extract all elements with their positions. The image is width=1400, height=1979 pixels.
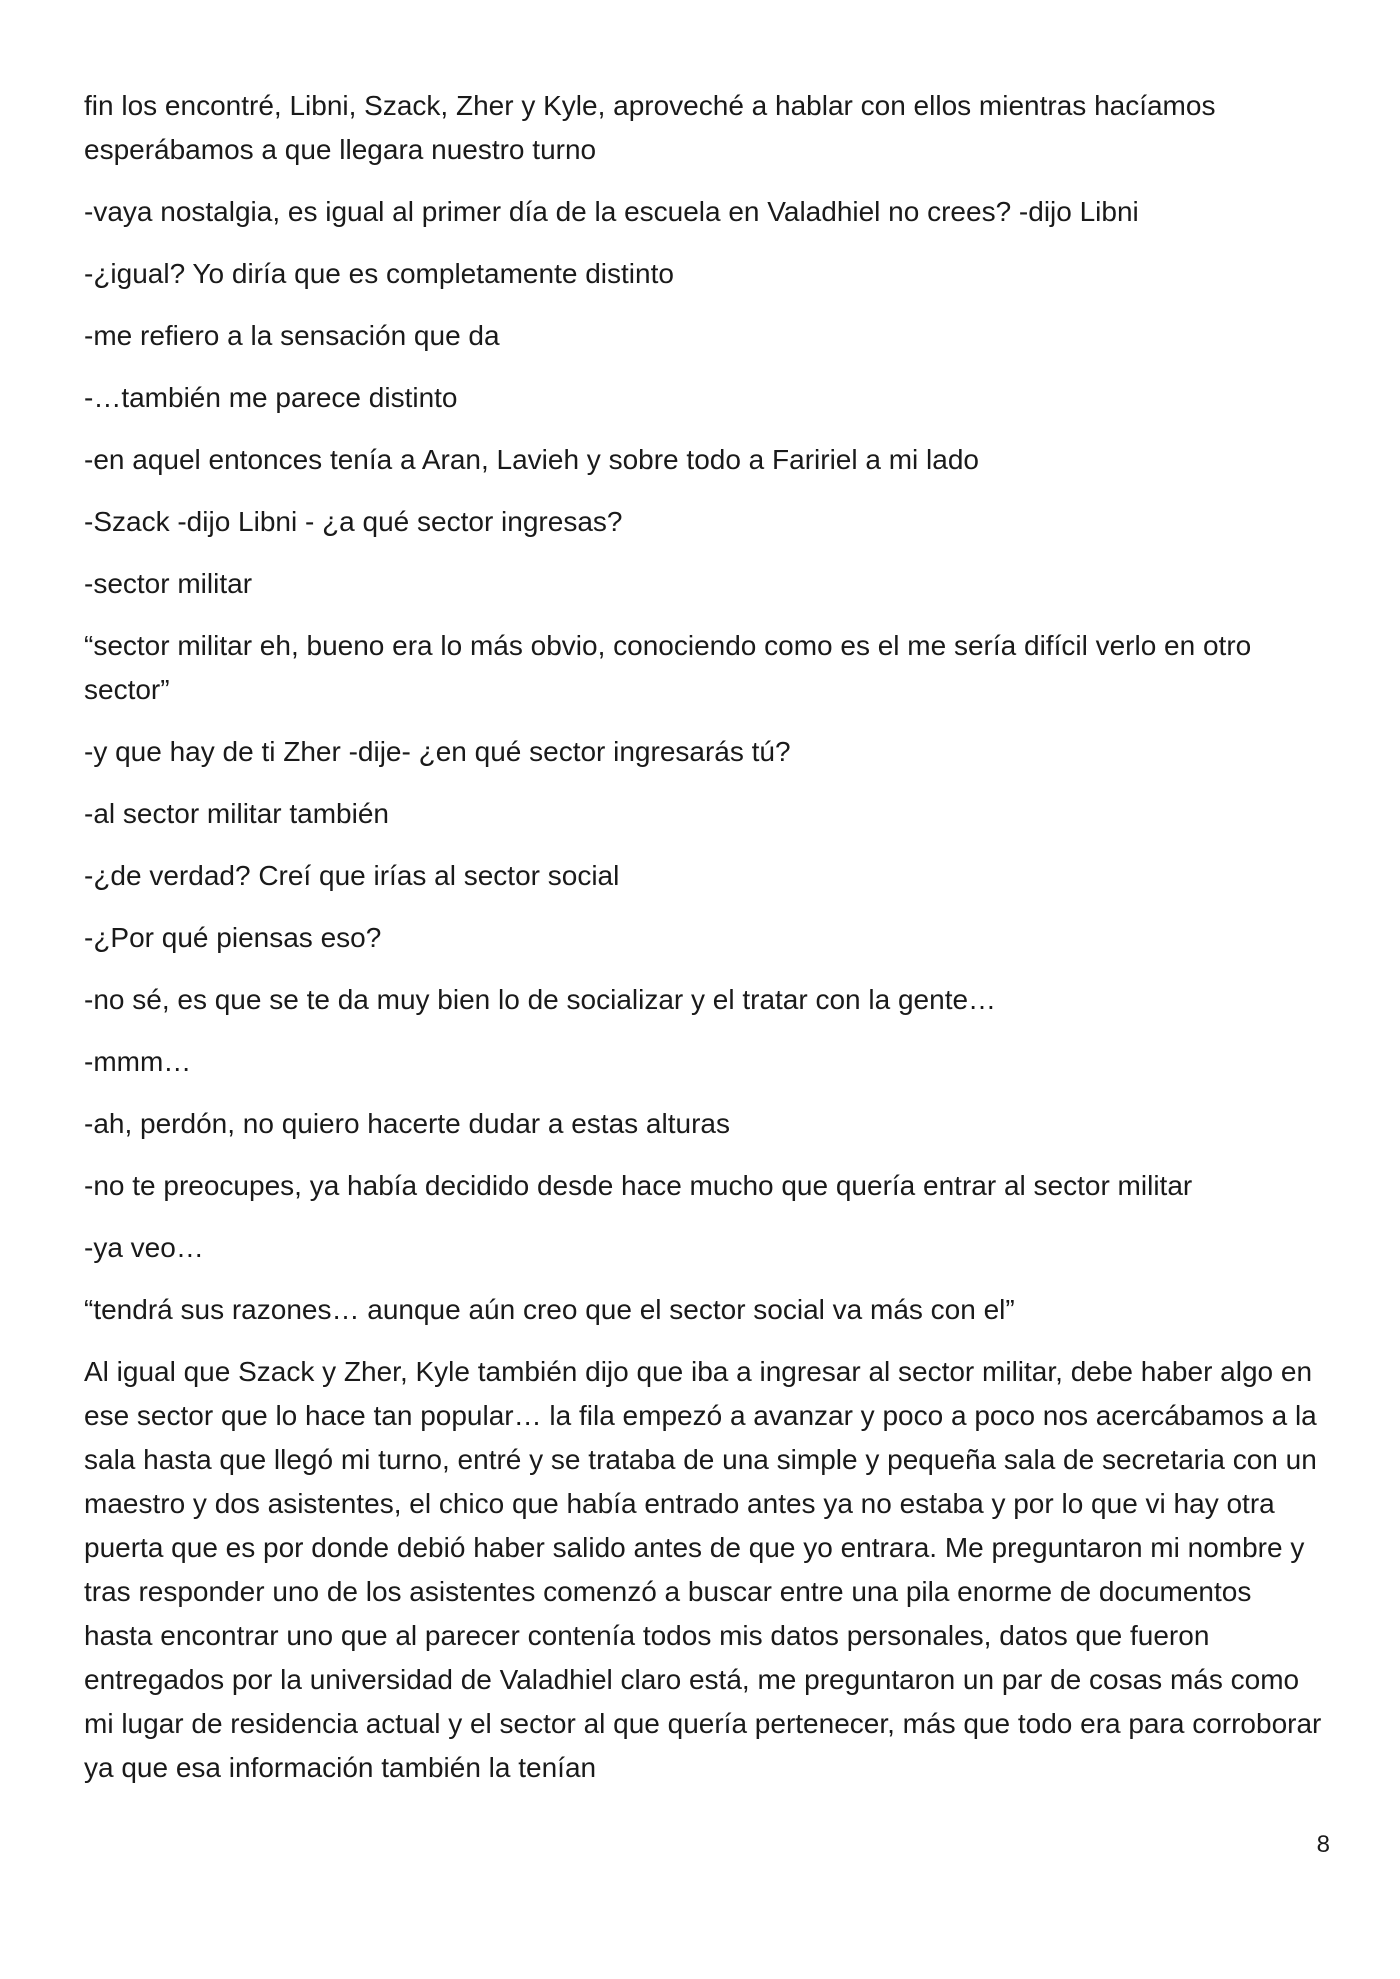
paragraph-9: “sector militar eh, bueno era lo más obvio, conociendo como es el me sería difícil verlo en otro sector” [84,630,1252,705]
paragraph-6: -en aquel entonces tenía a Aran, Lavieh y sobre todo a Faririel a mi lado [84,444,979,475]
paragraph-20: Al igual que Szack y Zher, Kyle también dijo que iba a ingresar al sector militar, debe haber algo en ese sector que lo hace tan popular… la fila empezó a avanzar y poco a poco nos acercábamos a la sala hasta que llegó mi turno, entré y se trataba de una simple y pequeña sala de secretaria con un maestro y dos asistentes, el chico que había entrado antes ya no estaba y por lo que vi hay otra puerta que es por donde debió haber salido antes de que yo entrara. Me preguntaron mi nombre y tras responder uno de los asistentes comenzó a buscar entre una pila enorme de documentos hasta encontrar uno que al parecer contenía todos mis datos personales, datos que fueron entregados por la universidad de Valadhiel claro está, me preguntaron un par de cosas más como mi lugar de residencia actual y el sector al que quería pertenecer, más que todo era para corroborar ya que esa información también la tenían [84,1356,1322,1783]
paragraph-8: -sector militar [84,568,253,599]
paragraph-10: -y que hay de ti Zher -dije- ¿en qué sector ingresarás tú? [84,736,791,767]
paragraph-17: -no te preocupes, ya había decidido desde hace mucho que quería entrar al sector militar [84,1170,1193,1201]
paragraph-7: -Szack -dijo Libni - ¿a qué sector ingresas? [84,506,623,537]
page-number: 8 [1316,1831,1330,1858]
paragraph-11: -al sector militar también [84,798,389,829]
paragraph-16: -ah, perdón, no quiero hacerte dudar a estas alturas [84,1108,730,1139]
document-body [84,84,1324,1808]
paragraph-19: “tendrá sus razones… aunque aún creo que el sector social va más con el” [84,1294,1015,1325]
paragraph-3: -¿igual? Yo diría que es completamente distinto [84,258,674,289]
paragraph-4: -me refiero a la sensación que da [84,320,500,351]
paragraph-18: -ya veo… [84,1232,204,1263]
paragraph-5: -…también me parece distinto [84,382,458,413]
paragraph-15: -mmm… [84,1046,192,1077]
paragraph-14: -no sé, es que se te da muy bien lo de socializar y el tratar con la gente… [84,984,997,1015]
paragraph-12: -¿de verdad? Creí que irías al sector social [84,860,620,891]
paragraph-13: -¿Por qué piensas eso? [84,922,382,953]
paragraph-2: -vaya nostalgia, es igual al primer día de la escuela en Valadhiel no crees? -dijo Libni [84,196,1139,227]
paragraph-1: fin los encontré, Libni, Szack, Zher y Kyle, aproveché a hablar con ellos mientras hacíamos esperábamos a que llegara nuestro turno [84,90,1216,165]
